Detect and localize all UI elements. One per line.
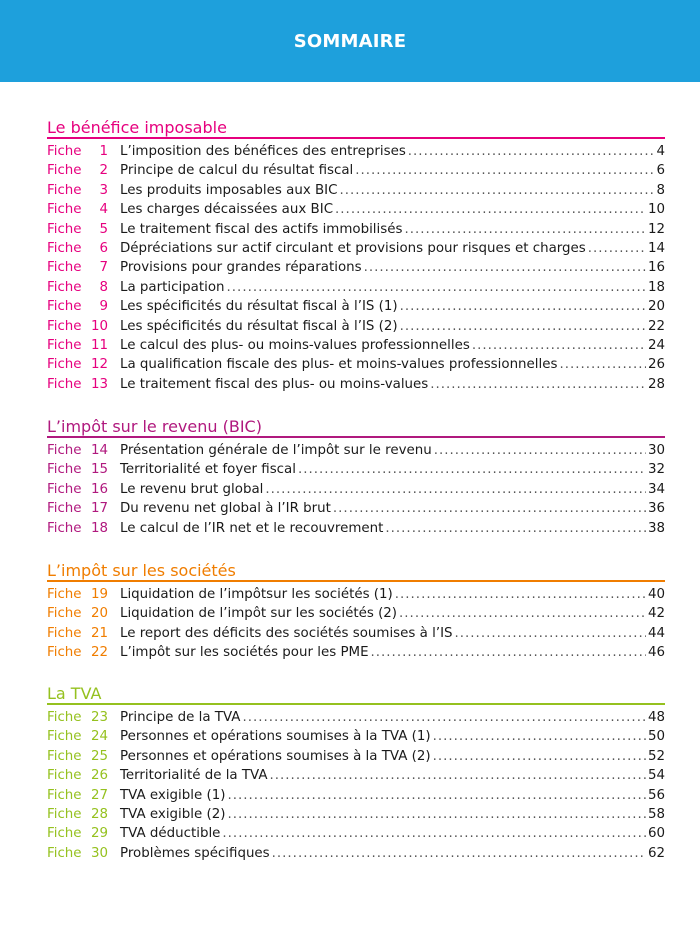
page-number: 8 [656,182,665,198]
fiche-word: Fiche [47,299,82,315]
fiche-word: Fiche [47,318,82,334]
toc-entry[interactable] [47,239,665,258]
fiche-label [47,441,120,460]
toc-entry[interactable] [47,519,665,538]
toc-entry[interactable] [47,786,665,805]
page-number: 46 [647,645,665,661]
fiche-number: 13 [90,376,108,392]
entry-title: Présentation générale de l’impôt sur le revenu [120,443,432,458]
entry-title: Du revenu net global à l’IR brut [120,501,331,517]
fiche-word: Fiche [47,768,82,784]
fiche-number: 3 [99,182,108,198]
fiche-label [47,258,120,277]
section-tva [47,683,665,863]
section-title: L’impôt sur le revenu (BIC) [47,416,665,438]
toc-entry[interactable] [47,258,665,277]
entry-title: L’imposition des bénéfices des entreprises [120,144,406,159]
page-number: 50 [647,729,665,745]
fiche-label [47,585,120,604]
toc-entry[interactable] [47,355,665,374]
dot-leader [472,336,646,355]
fiche-number: 27 [90,787,108,803]
entry-title: Le calcul des plus- ou moins-values professionnelles [120,337,470,353]
entry-title: Le report des déficits des sociétés soumises à l’IS [120,625,453,641]
dot-leader [399,604,646,623]
page-number: 18 [647,279,665,295]
fiche-number: 20 [90,606,108,622]
fiche-number: 7 [99,260,108,276]
fiche-word: Fiche [47,163,82,179]
toc-entry[interactable] [47,844,665,863]
page-number: 30 [647,443,665,458]
fiche-word: Fiche [47,221,82,237]
toc-entry[interactable] [47,142,665,161]
dot-leader [227,786,646,805]
fiche-number: 25 [90,748,108,764]
entry-title: Dépréciations sur actif circulant et provisions pour risques et charges [120,240,586,256]
entry-title: Les charges décaissées aux BIC [120,202,334,218]
fiche-number: 5 [99,221,108,237]
fiche-label [47,480,120,499]
dot-leader [433,747,646,766]
fiche-word: Fiche [47,645,82,661]
fiche-label [47,727,120,746]
fiche-number: 21 [90,625,108,641]
dot-leader [272,844,646,863]
page-number: 44 [647,625,665,641]
fiche-word: Fiche [47,845,82,861]
page-number: 28 [647,376,665,392]
toc-list [47,441,665,538]
fiche-word: Fiche [47,260,82,276]
toc-entry[interactable] [47,200,665,219]
fiche-label [47,317,120,336]
fiche-number: 18 [90,520,108,536]
dot-leader [434,441,646,460]
page-number: 38 [647,520,665,536]
fiche-number: 29 [90,826,108,842]
fiche-word: Fiche [47,481,82,497]
page-number: 34 [647,481,665,497]
dot-leader [408,142,655,161]
fiche-label [47,181,120,200]
page-number: 40 [647,587,665,602]
dot-leader [400,317,646,336]
fiche-label [47,844,120,863]
entry-title: TVA exigible (2) [120,806,226,822]
toc-list [47,708,665,863]
page-number: 4 [656,144,665,159]
fiche-word: Fiche [47,376,82,392]
fiche-number: 14 [90,443,108,458]
toc-entry[interactable] [47,297,665,316]
section-impot-revenu [47,416,665,538]
toc-entry[interactable] [47,805,665,824]
fiche-word: Fiche [47,806,82,822]
toc-entry[interactable] [47,604,665,623]
section-title: La TVA [47,683,665,705]
dot-leader [335,200,646,219]
page-number: 26 [647,357,665,373]
fiche-number: 4 [99,202,108,218]
entry-title: Les produits imposables aux BIC [120,182,338,198]
dot-leader [400,297,646,316]
fiche-word: Fiche [47,606,82,622]
section-title: L’impôt sur les sociétés [47,560,665,582]
page-number: 58 [647,806,665,822]
fiche-label [47,824,120,843]
fiche-label [47,200,120,219]
fiche-number: 2 [99,163,108,179]
fiche-word: Fiche [47,787,82,803]
fiche-word: Fiche [47,337,82,353]
fiche-word: Fiche [47,625,82,641]
entry-title: Principe de calcul du résultat fiscal [120,163,354,179]
fiche-word: Fiche [47,443,82,458]
toc-entry[interactable] [47,643,665,662]
fiche-word: Fiche [47,279,82,295]
entry-title: TVA exigible (1) [120,787,226,803]
page-title: SOMMAIRE [293,30,407,52]
dot-leader [242,708,646,727]
dot-leader [227,805,646,824]
page-header [0,0,700,82]
dot-leader [385,519,646,538]
fiche-label [47,336,120,355]
fiche-number: 6 [99,240,108,256]
entry-title: Liquidation de l’impôt sur les sociétés (2) [120,606,398,622]
fiche-word: Fiche [47,202,82,218]
dot-leader [265,480,646,499]
fiche-word: Fiche [47,462,82,478]
dot-leader [298,460,646,479]
fiche-label [47,519,120,538]
fiche-number: 30 [90,845,108,861]
entry-title: Les spécificités du résultat fiscal à l’IS (1) [120,299,398,315]
entry-title: La participation [120,279,225,295]
fiche-label [47,239,120,258]
section-title: Le bénéfice imposable [47,117,665,139]
page-number: 60 [647,826,665,842]
entry-title: Liquidation de l’impôtsur les sociétés (1) [120,587,393,602]
fiche-label [47,624,120,643]
toc-entry[interactable] [47,278,665,297]
fiche-number: 16 [90,481,108,497]
toc-entry[interactable] [47,375,665,394]
page-number: 48 [647,710,665,725]
toc-entry[interactable] [47,161,665,180]
dot-leader [433,727,646,746]
page-number: 42 [647,606,665,622]
page-number: 20 [647,299,665,315]
fiche-number: 19 [90,587,108,602]
fiche-number: 22 [90,645,108,661]
toc-entry[interactable] [47,499,665,518]
fiche-number: 26 [90,768,108,784]
fiche-number: 15 [90,462,108,478]
toc-entry[interactable] [47,747,665,766]
toc-entry[interactable] [47,708,665,727]
entry-title: La qualification fiscale des plus- et moins-values professionnelles [120,357,558,373]
toc-entry[interactable] [47,480,665,499]
page-number: 56 [647,787,665,803]
entry-title: Le calcul de l’IR net et le recouvrement [120,520,384,536]
toc-list [47,585,665,663]
dot-leader [430,375,646,394]
page-number: 6 [656,163,665,179]
page-number: 32 [647,462,665,478]
fiche-label [47,708,120,727]
entry-title: Principe de la TVA [120,710,241,725]
entry-title: Les spécificités du résultat fiscal à l’IS (2) [120,318,398,334]
page-number: 62 [647,845,665,861]
fiche-label [47,297,120,316]
dot-leader [364,258,646,277]
toc-entry[interactable] [47,585,665,604]
toc-entry[interactable] [47,460,665,479]
fiche-word: Fiche [47,587,82,602]
fiche-number: 1 [99,144,108,159]
fiche-number: 28 [90,806,108,822]
entry-title: Le revenu brut global [120,481,264,497]
fiche-word: Fiche [47,710,82,725]
section-impot-societes [47,560,665,663]
toc-entry[interactable] [47,181,665,200]
page-number: 16 [647,260,665,276]
fiche-label [47,142,120,161]
section-benefice [47,117,665,394]
page-number: 36 [647,501,665,517]
toc-entry[interactable] [47,766,665,785]
page-number: 24 [647,337,665,353]
fiche-label [47,805,120,824]
fiche-number: 11 [90,337,108,353]
entry-title: Territorialité et foyer fiscal [120,462,296,478]
dot-leader [559,355,646,374]
fiche-number: 9 [99,299,108,315]
fiche-label [47,375,120,394]
fiche-label [47,355,120,374]
dot-leader [270,766,646,785]
fiche-word: Fiche [47,357,82,373]
dot-leader [588,239,646,258]
entry-title: Problèmes spécifiques [120,845,270,861]
fiche-label [47,786,120,805]
page-number: 54 [647,768,665,784]
fiche-word: Fiche [47,729,82,745]
toc-entry[interactable] [47,727,665,746]
page-number: 52 [647,748,665,764]
dot-leader [404,220,646,239]
entry-title: Le traitement fiscal des actifs immobilisés [120,221,403,237]
fiche-number: 12 [90,357,108,373]
fiche-word: Fiche [47,182,82,198]
fiche-label [47,747,120,766]
toc-entry[interactable] [47,336,665,355]
entry-title: Personnes et opérations soumises à la TVA (2) [120,748,431,764]
dot-leader [227,278,646,297]
dot-leader [355,161,654,180]
fiche-word: Fiche [47,826,82,842]
fiche-word: Fiche [47,240,82,256]
fiche-label [47,161,120,180]
fiche-number: 23 [90,710,108,725]
page-number: 22 [647,318,665,334]
toc-entry[interactable] [47,624,665,643]
dot-leader [222,824,646,843]
dot-leader [339,181,654,200]
fiche-number: 10 [90,318,108,334]
entry-title: Personnes et opérations soumises à la TVA (1) [120,729,431,745]
entry-title: Le traitement fiscal des plus- ou moins-values [120,376,429,392]
dot-leader [371,643,646,662]
entry-title: L’impôt sur les sociétés pour les PME [120,645,369,661]
entry-title: Territorialité de la TVA [120,768,268,784]
fiche-label [47,766,120,785]
fiche-number: 8 [99,279,108,295]
fiche-word: Fiche [47,748,82,764]
entry-title: Provisions pour grandes réparations [120,260,362,276]
fiche-label [47,643,120,662]
fiche-label [47,278,120,297]
fiche-word: Fiche [47,520,82,536]
toc-list [47,142,665,394]
dot-leader [395,585,646,604]
page-number: 14 [647,240,665,256]
fiche-number: 17 [90,501,108,517]
fiche-label [47,604,120,623]
page-number: 12 [647,221,665,237]
toc-entry[interactable] [47,220,665,239]
fiche-word: Fiche [47,144,82,159]
fiche-word: Fiche [47,501,82,517]
fiche-label [47,460,120,479]
toc-entry[interactable] [47,824,665,843]
toc-entry[interactable] [47,317,665,336]
dot-leader [455,624,646,643]
fiche-label [47,220,120,239]
fiche-label [47,499,120,518]
entry-title: TVA déductible [120,826,221,842]
fiche-number: 24 [90,729,108,745]
page-number: 10 [647,202,665,218]
dot-leader [333,499,646,518]
toc-entry[interactable] [47,441,665,460]
